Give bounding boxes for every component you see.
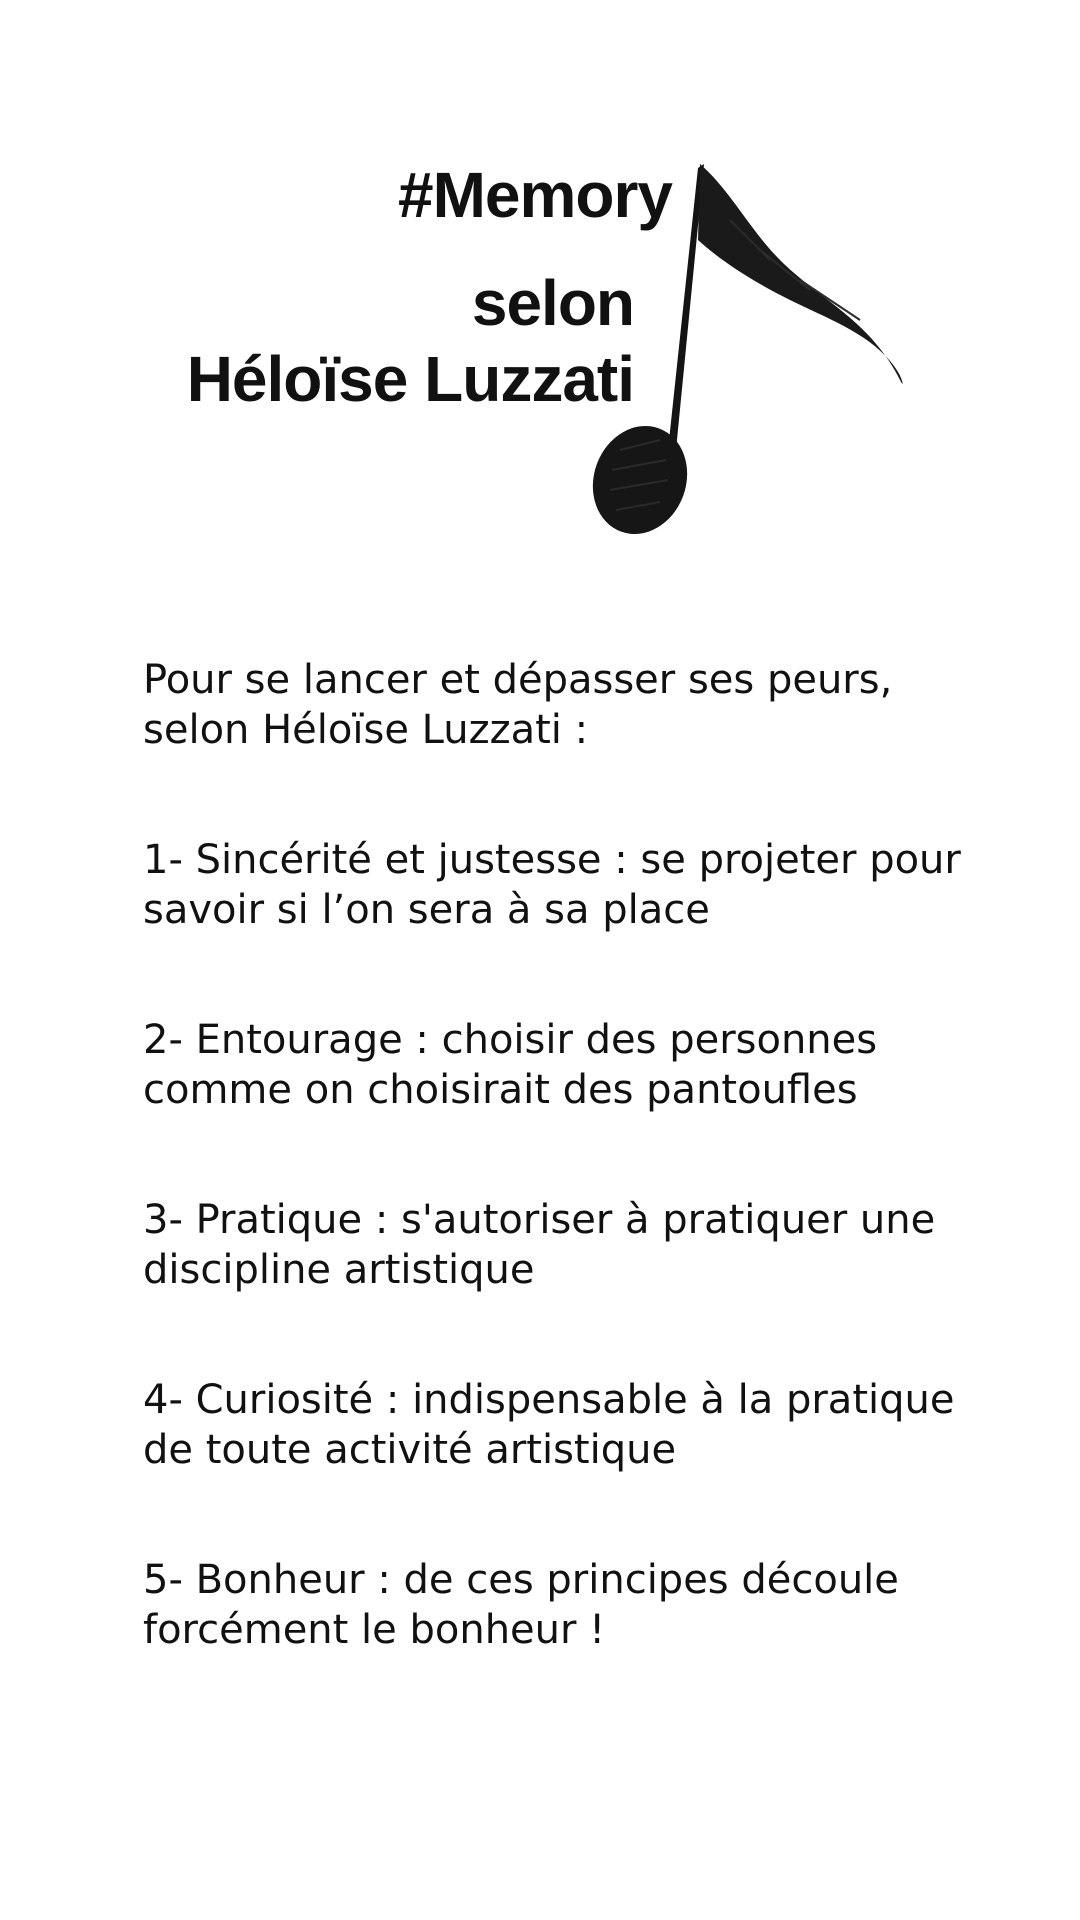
list-item: 4- Curiosité : indispensable à la pratique de toute activité artistique xyxy=(143,1377,955,1473)
title-name: Héloïse Luzzati xyxy=(186,343,634,415)
list-item: 2- Entourage : choisir des personnes comme on choisirait des pantoufles xyxy=(143,1017,878,1113)
music-note-icon xyxy=(580,150,920,550)
content xyxy=(143,655,963,1735)
title-hashtag: #Memory xyxy=(398,159,672,231)
list-item: 1- Sincérité et justesse : se projeter pour savoir si l’on sera à sa place xyxy=(143,837,961,933)
intro-text: Pour se lancer et dépasser ses peurs, selon Héloïse Luzzati : xyxy=(143,657,893,753)
title-selon: selon xyxy=(471,267,634,339)
list-item: 3- Pratique : s'autoriser à pratiquer une discipline artistique xyxy=(143,1197,936,1293)
list-item: 5- Bonheur : de ces principes découle forcément le bonheur ! xyxy=(143,1557,899,1653)
header xyxy=(0,0,1080,560)
